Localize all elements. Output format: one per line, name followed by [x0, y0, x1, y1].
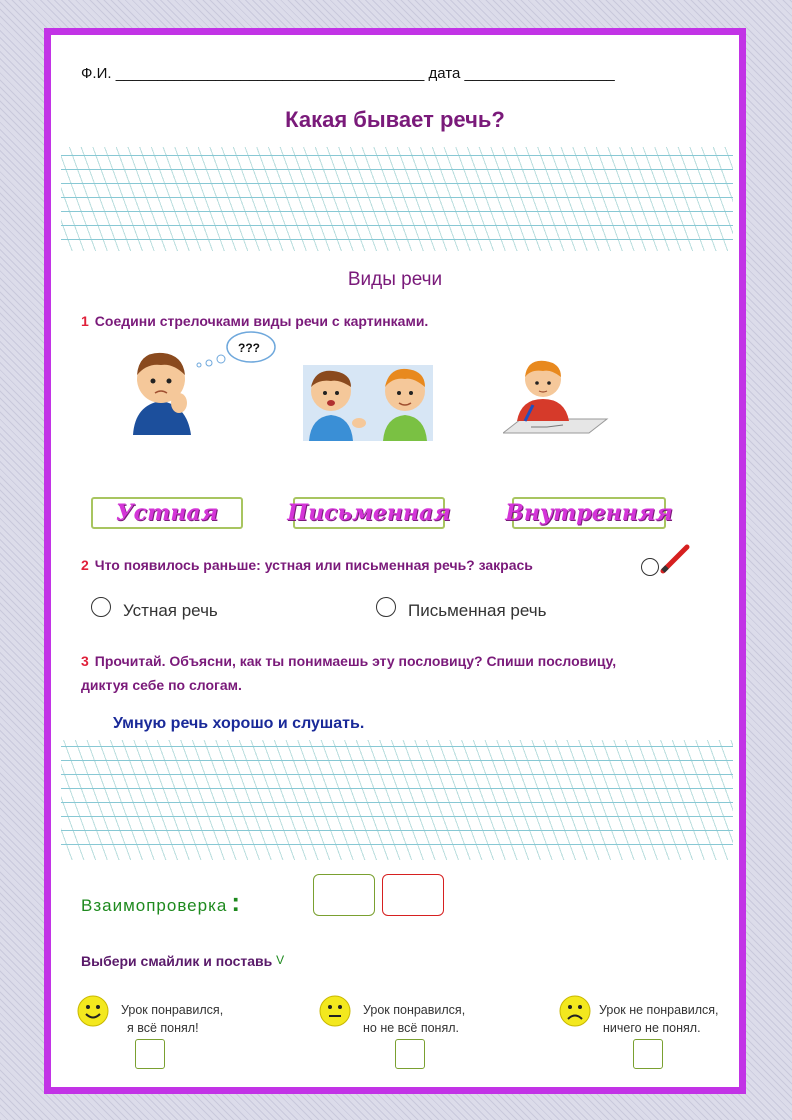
peer-check-label: Взаимопроверка :: [81, 887, 242, 917]
task-1-instruction: 1 Соедини стрелочками виды речи с картинками.: [81, 313, 429, 329]
smiley-1-caption: Урок понравился, я всё понял!: [121, 1003, 224, 1035]
writing-lines-top[interactable]: [61, 147, 733, 251]
smiley-1-checkbox[interactable]: [135, 1039, 165, 1069]
date-blank[interactable]: __________________: [464, 65, 615, 82]
name-date-line: [81, 65, 615, 82]
fio-label: Ф.И.: [81, 65, 112, 82]
two-boys-talking-picture[interactable]: [303, 359, 433, 441]
section-subtitle: Виды речи: [347, 269, 443, 290]
writing-lines-bottom[interactable]: [61, 740, 733, 860]
sad-smiley-icon[interactable]: [559, 995, 591, 1027]
option-written-label: Письменная речь: [408, 601, 547, 620]
option-oral-label: Устная речь: [123, 601, 218, 620]
fio-blank[interactable]: _____________________________________: [115, 65, 425, 82]
word-box-inner[interactable]: Внутренняя: [512, 497, 666, 529]
task-1-number: 1: [81, 313, 89, 329]
pencil-icon: [659, 541, 693, 575]
task-2-number: 2: [81, 557, 89, 573]
thinking-boy-picture[interactable]: [121, 327, 281, 437]
proverb-text: Умную речь хорошо и слушать.: [113, 715, 365, 732]
option-oral-radio[interactable]: [91, 597, 111, 617]
peer-check-green-box[interactable]: [313, 874, 375, 916]
smiley-3-caption: Урок не понравился, ничего не понял.: [599, 1003, 719, 1035]
smiley-3-checkbox[interactable]: [633, 1039, 663, 1069]
thought-bubble-text: ???: [238, 341, 260, 355]
happy-smiley-icon[interactable]: [77, 995, 109, 1027]
smiley-instruction: Выбери смайлик и поставь V: [81, 953, 285, 969]
worksheet-frame: [44, 28, 746, 1094]
page-title: Какая бывает речь?: [285, 107, 505, 132]
smiley-2-checkbox[interactable]: [395, 1039, 425, 1069]
word-box-oral[interactable]: Устная: [91, 497, 243, 529]
task-2-instruction: 2 Что появилось раньше: устная или письменная речь? закрась: [81, 557, 533, 573]
option-written-radio[interactable]: [376, 597, 396, 617]
date-label: дата: [428, 65, 461, 82]
task-3-instruction: 3 Прочитай. Объясни, как ты понимаешь эту пословицу? Спиши пословицу, диктуя себе по слогам.: [81, 653, 617, 693]
word-box-written[interactable]: Письменная: [293, 497, 445, 529]
writing-boy-picture[interactable]: [503, 355, 613, 441]
smiley-2-caption: Урок понравился, но не всё понял.: [363, 1003, 466, 1035]
task-3-number: 3: [81, 653, 89, 669]
neutral-smiley-icon[interactable]: [319, 995, 351, 1027]
peer-check-red-box[interactable]: [382, 874, 444, 916]
color-sample-circle: [641, 558, 659, 576]
check-mark: V: [276, 953, 285, 967]
